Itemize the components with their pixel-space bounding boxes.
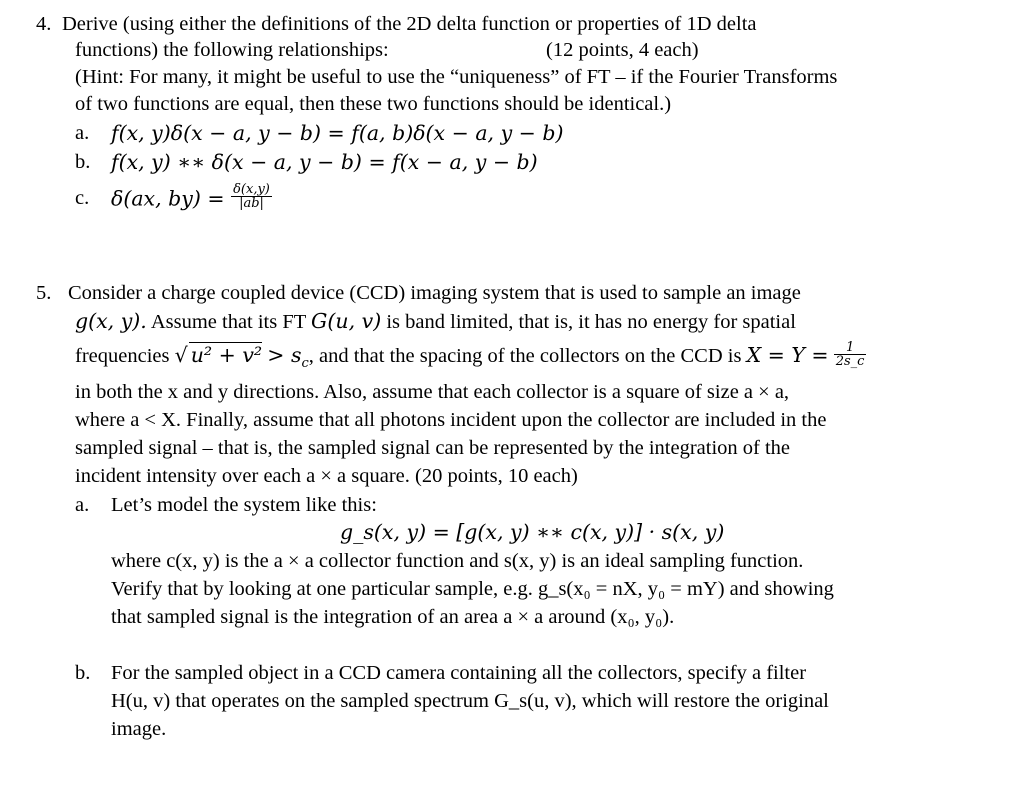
q5-line-2 <box>75 309 796 334</box>
q5-b-line-2: H(u, v) that operates on the sampled spectrum G_s(u, v), which will restore the original <box>111 690 829 712</box>
q4-line-1: Derive (using either the definitions of the 2D delta function or properties of 1D delta <box>62 13 757 35</box>
q5-b-line-3: image. <box>111 718 167 740</box>
q5-X-eq-Y: X = Y = <box>746 343 829 367</box>
q5-a-line-3: Verify that by looking at one particular sample, e.g. g_s(x₀ = nX, y₀ = mY) and showing <box>111 578 834 600</box>
q5-a-line-1: Let’s model the system like this: <box>111 494 377 516</box>
q5-line-1: Consider a charge coupled device (CCD) imaging system that is used to sample an image <box>68 282 801 304</box>
q4-c-denominator: |ab| <box>239 196 264 211</box>
q5-spacing-numerator: 1 <box>845 340 855 356</box>
q5-line-3 <box>75 342 866 376</box>
q4-c-fraction <box>231 183 272 211</box>
q5-line-7: incident intensity over each a × a square. (20 points, 10 each) <box>75 465 578 487</box>
q4-a-equation: f(x, y)δ(x − a, y − b) = f(a, b)δ(x − a, y − b) <box>111 121 564 145</box>
q5-spacing-fraction <box>834 341 867 369</box>
q5-line-2-text-a: Assume that its FT <box>150 311 306 333</box>
q5-number: 5. <box>36 282 52 304</box>
q5-g-xy: g(x, y). <box>75 309 147 333</box>
q5-b-line-1: For the sampled object in a CCD camera containing all the collectors, specify a filter <box>111 662 807 684</box>
q5-G-uv: G(u, v) <box>311 309 382 333</box>
q4-number: 4. <box>36 13 52 35</box>
q4-b-equation: f(x, y) ∗∗ δ(x − a, y − b) = f(x − a, y − b) <box>111 150 538 174</box>
q5-a-line-2: where c(x, y) is the a × a collector function and s(x, y) is an ideal sampling function. <box>111 550 804 572</box>
q4-c-lhs: δ(ax, by) = <box>111 186 225 211</box>
q5-b-label: b. <box>75 662 91 684</box>
q5-a-label: a. <box>75 494 90 516</box>
q5-spacing-denominator: 2s_c <box>835 354 865 370</box>
q4-points: (12 points, 4 each) <box>546 39 699 61</box>
q5-line-4: in both the x and y directions. Also, assume that each collector is a square of size a × a, <box>75 381 790 403</box>
q5-sqrt-radicand: u² + v² <box>190 343 263 367</box>
q5-sqrt-expression: √ u² + v² <box>174 343 263 367</box>
q5-sc-subscript: c <box>301 356 309 372</box>
q5-gt-sc <box>267 343 309 372</box>
q5-line-6: sampled signal – that is, the sampled signal can be represented by the integration of the <box>75 437 791 459</box>
q5-frequencies-label: frequencies <box>75 345 170 367</box>
q4-c-numerator: δ(x,y) <box>233 182 270 197</box>
q4-hint-line-2: of two functions are equal, then these two functions should be identical.) <box>75 93 672 115</box>
q4-line-2a: functions) the following relationships: <box>75 39 389 61</box>
q4-c-label: c. <box>75 187 90 209</box>
q4-hint-line-1: (Hint: For many, it might be useful to use the “uniqueness” of FT – if the Fourier Transforms <box>75 66 838 88</box>
q5-a-line-4: that sampled signal is the integration of an area a × a around (x₀, y₀). <box>111 606 675 628</box>
q5-a-equation: g_s(x, y) = [g(x, y) ∗∗ c(x, y)] · s(x, y) <box>340 520 725 544</box>
q4-b-label: b. <box>75 151 91 173</box>
q5-line-2-text-b: is band limited, that is, it has no energy for spatial <box>386 311 796 333</box>
q4-a-label: a. <box>75 122 90 144</box>
q5-gt-s: > s <box>267 343 302 367</box>
q5-line-3-text: , and that the spacing of the collectors on the CCD is <box>308 345 742 367</box>
q4-c-equation <box>111 182 272 214</box>
q5-line-5: where a < X. Finally, assume that all photons incident upon the collector are included in the <box>75 409 827 431</box>
